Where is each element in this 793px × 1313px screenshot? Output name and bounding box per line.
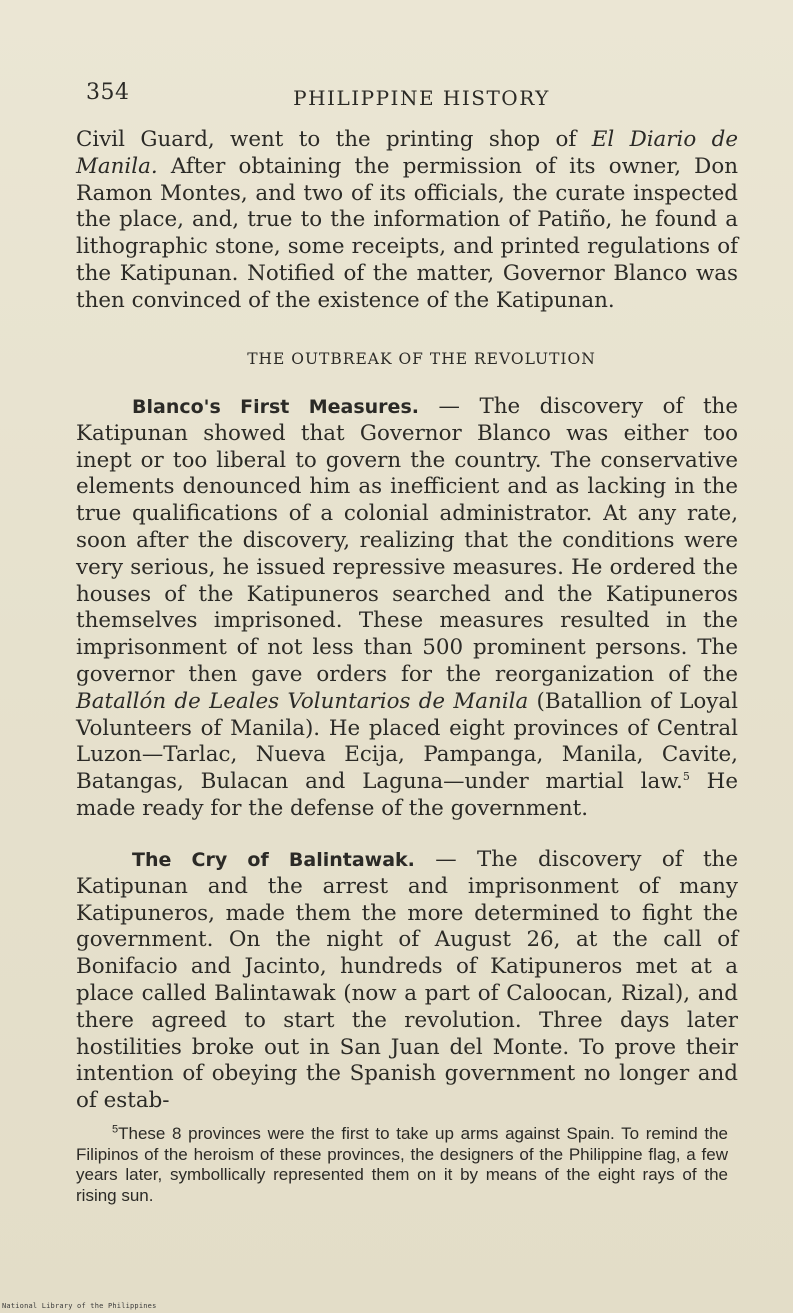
library-watermark: National Library of the Philippines	[2, 1302, 157, 1310]
section-heading: THE OUTBREAK OF THE REVOLUTION	[247, 350, 596, 368]
paragraph-text: (Batallion of Loyal Volunteers of Manila). He placed eight provinces of Central Luzon—Tarlac, Nueva Ecija, Pampanga, Manila, Cavite, Batangas, Bulacan and Laguna—under martial law.	[76, 688, 738, 795]
footnote	[76, 1124, 728, 1206]
footnote-text: These 8 provinces were the first to take up arms against Spain. To remind the Filipinos of the heroism of these provinces, the designers of the Philippine flag, a few years later, symbollically represented them on it by means of the eight rays of the rising sun.	[76, 1124, 728, 1205]
battalion-name: Batallón de Leales Voluntarios de Manila	[76, 688, 529, 714]
footnote-marker: 5	[112, 1123, 119, 1136]
paragraph-text: — The discovery of the Katipunan showed that Governor Blanco was either too inept or too liberal to govern the country. The conservative elements denounced him as inefficient and as lacking in the true qualifications of a colonial administrator. At any rate, soon after the discovery, realizing that the conditions were very serious, he issued repressive measures. He ordered the houses of the Katipuneros searched and the Katipuneros themselves imprisoned. These measures resulted in the imprisonment of not less than 500 prominent persons. The governor then gave orders for the reorganization of the	[76, 394, 738, 687]
paragraph-text: After obtaining the permission of its owner, Don Ramon Montes, and two of its officials, the curate inspected the place, and, true to the information of Patiño, he found a lithographic stone, some receipts, and printed regulations of the Katipunan. Notified of the matter, Governor Blanco was then convinced of the existence of the Katipunan.	[76, 153, 738, 313]
running-head: PHILIPPINE HISTORY	[293, 86, 550, 110]
run-in-heading: The Cry of Balintawak.	[132, 849, 415, 871]
paragraph-blanco-measures	[76, 394, 738, 823]
paragraph-text: Civil Guard, went to the printing shop of	[76, 127, 592, 152]
paragraph-continuation	[76, 127, 738, 315]
paragraph-text: He made ready for the defense of the government.	[76, 769, 738, 821]
footnote-reference: 5	[682, 770, 690, 784]
paragraph-cry-of-balintawak	[76, 847, 738, 1115]
newspaper-title: El Diario de Manila.	[76, 127, 738, 179]
page-number: 354	[86, 80, 130, 105]
paragraph-text: — The discovery of the Katipunan and the arrest and imprisonment of many Katipuneros, made them the more determined to fight the government. On the night of August 26, at the call of Bonifacio and Jacinto, hundreds of Katipuneros met at a place called Balintawak (now a part of Caloocan, Rizal), and there agreed to start the revolution. Three days later hostilities broke out in San Juan del Monte. To prove their intention of obeying the Spanish government no longer and of estab-	[76, 847, 738, 1114]
run-in-heading: Blanco's First Measures.	[132, 396, 419, 418]
